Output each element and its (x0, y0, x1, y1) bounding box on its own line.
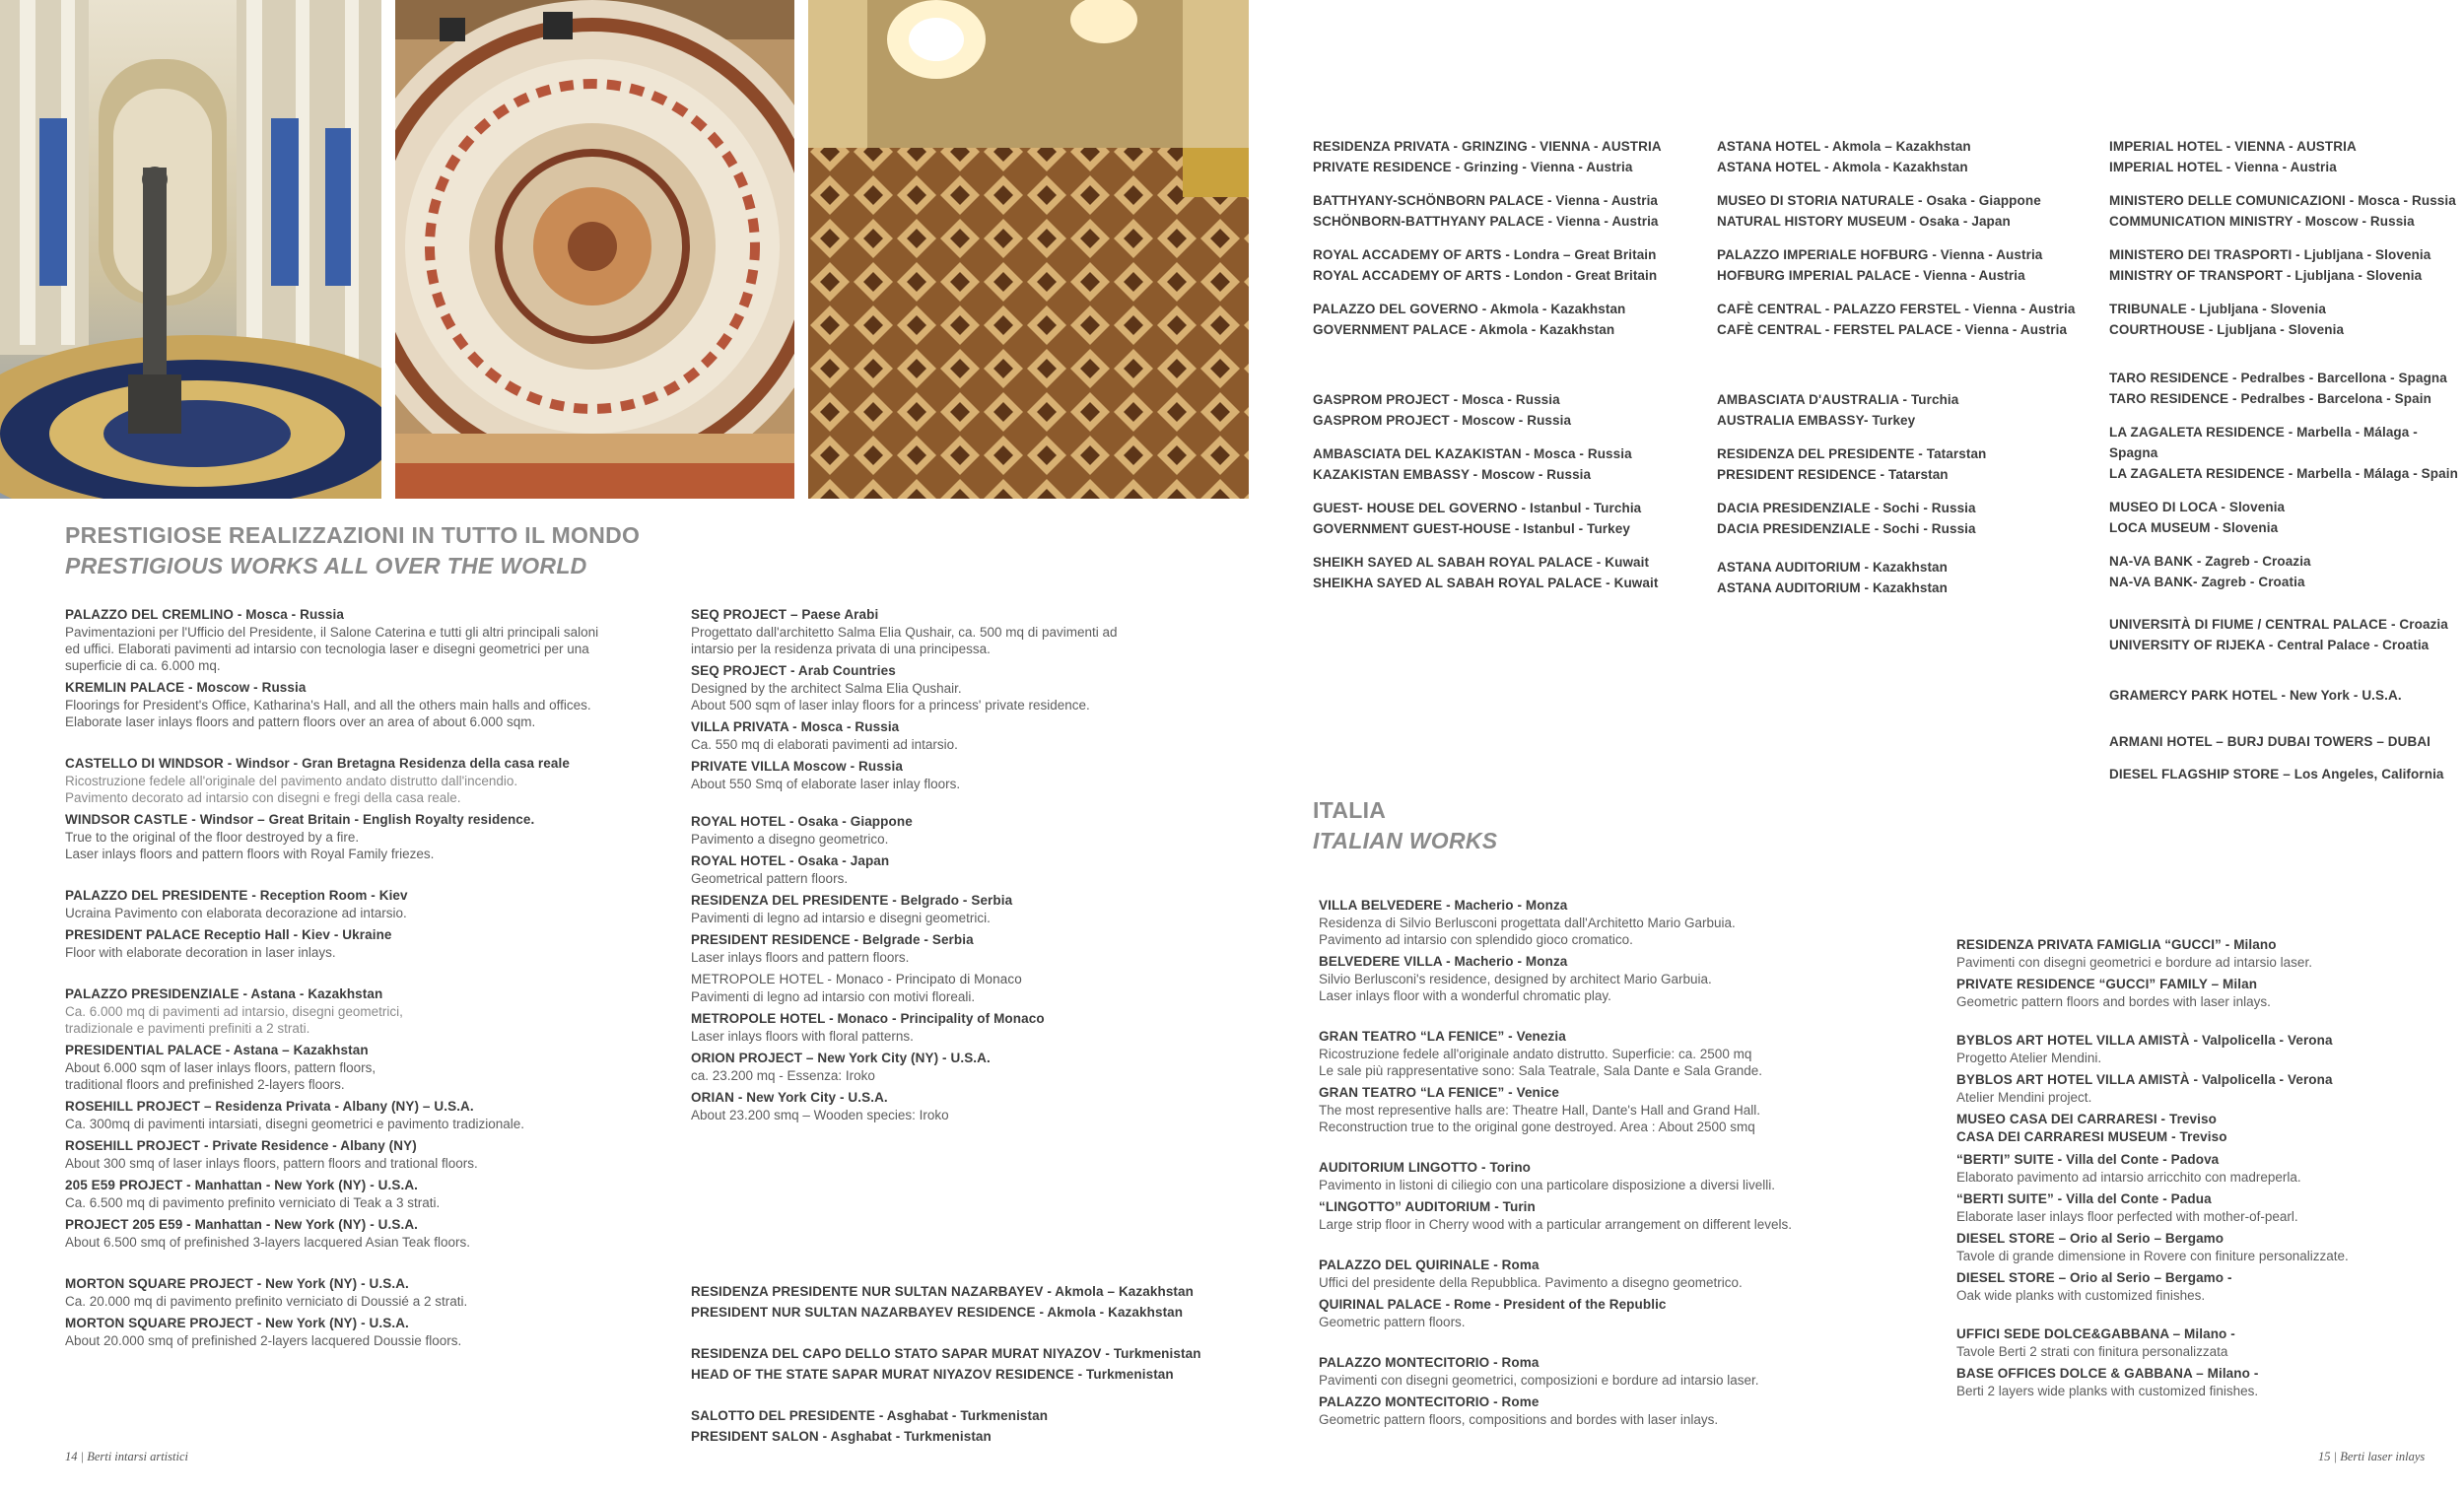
project-pair (1717, 557, 2111, 598)
project-entry (691, 892, 1282, 926)
project-entry (1956, 1269, 2449, 1304)
project-entry (65, 606, 656, 674)
project-description: Residenza di Silvio Berlusconi progettata dall'Architetto Mario Garbuia. (1319, 916, 1736, 930)
project-description: Ca. 550 mq di elaborati pavimenti ad intarsio. (691, 737, 958, 752)
project-title: GRAN TEATRO “LA FENICE” - Venice (1319, 1085, 1559, 1100)
project-line: ASTANA AUDITORIUM - Kazakhstan (1717, 580, 1949, 595)
project-line: MUSEO DI LOCA - Slovenia (2109, 500, 2286, 514)
project-pair (1313, 299, 1707, 340)
world-column-2-pairs (691, 1281, 1282, 1447)
project-description: ed uffici. Elaborati pavimenti ad intarsio con tecnologia laser e disegni geometrici per una (65, 642, 589, 656)
project-description: Reconstruction true to the original gone destroyed. Area : About 2500 smq (1319, 1120, 1755, 1134)
project-entry (1956, 1325, 2449, 1360)
project-line: SHEIKHA SAYED AL SABAH ROYAL PALACE - Kuwait (1313, 576, 1659, 590)
footer-brand-left: Berti intarsi artistici (87, 1450, 188, 1463)
project-title: “LINGOTTO” AUDITORIUM - Turin (1319, 1199, 1536, 1214)
project-entry (1319, 1159, 1851, 1193)
project-description: Laser inlays floors with floral patterns. (691, 1029, 914, 1044)
project-pair (2109, 551, 2464, 592)
project-entry (1319, 1028, 1851, 1079)
italy-column-b (1956, 936, 2449, 1399)
project-line: LOCA MUSEUM - Slovenia (2109, 520, 2279, 535)
right-list-column-a (1313, 136, 1707, 593)
project-title: MORTON SQUARE PROJECT - New York (NY) - U.S.A. (65, 1316, 409, 1330)
right-list-column-b (1717, 136, 2111, 598)
project-description: Progettato dall'architetto Salma Elia Qushair, ca. 500 mq di pavimenti ad (691, 625, 1118, 640)
project-entry (1319, 1198, 1851, 1233)
project-pair (1717, 498, 2111, 539)
project-pair (1313, 389, 1707, 431)
project-description: Ucraina Pavimento con elaborata decorazione ad intarsio. (65, 906, 407, 920)
project-entry (691, 606, 1282, 657)
page-number-left: 14 (65, 1450, 78, 1463)
project-description: Floorings for President's Office, Katharina's Hall, and all the others main halls and offices. (65, 698, 591, 713)
project-entry (65, 887, 656, 921)
project-title: ROSEHILL PROJECT – Residenza Privata - Albany (NY) – U.S.A. (65, 1099, 474, 1114)
project-description: superficie di ca. 6.000 mq. (65, 658, 221, 673)
project-line: PALAZZO IMPERIALE HOFBURG - Vienna - Austria (1717, 247, 2043, 262)
project-pair (1313, 443, 1707, 485)
project-description: About 23.200 smq – Wooden species: Iroko (691, 1108, 949, 1122)
project-description: Berti 2 layers wide planks with customized finishes. (1956, 1384, 2259, 1398)
project-description: About 500 sqm of laser inlay floors for a princess' private residence. (691, 698, 1090, 713)
rotunda-hall-photo (0, 0, 381, 499)
project-entry (691, 758, 1282, 792)
project-title: PRIVATE VILLA Moscow - Russia (691, 759, 903, 774)
project-pair (1717, 389, 2111, 431)
project-description: True to the original of the floor destroyed by a fire. (65, 830, 360, 845)
project-description: Laser inlays floors and pattern floors with Royal Family friezes. (65, 847, 435, 861)
project-description: Ricostruzione fedele all'originale del pavimento andato distrutto dall'incendio. (65, 774, 518, 788)
project-description: Geometrical pattern floors. (691, 871, 849, 886)
project-pair (2109, 190, 2464, 232)
project-line: ASTANA HOTEL - Akmola - Kazakhstan (1717, 160, 1968, 174)
project-entry (1956, 1190, 2449, 1225)
project-line: DIESEL FLAGSHIP STORE – Los Angeles, California (2109, 767, 2444, 781)
project-line: PRIVATE RESIDENCE - Grinzing - Vienna - Austria (1313, 160, 1633, 174)
project-title: METROPOLE HOTEL - Monaco - Principato di Monaco (691, 972, 1022, 986)
project-description: Pavimentazioni per l'Ufficio del Presidente, il Salone Caterina e tutti gli altri principali saloni (65, 625, 599, 640)
project-title: DIESEL STORE – Orio al Serio – Bergamo - (1956, 1270, 2232, 1285)
project-line: IMPERIAL HOTEL - VIENNA - AUSTRIA (2109, 139, 2357, 154)
project-pair (1717, 244, 2111, 286)
project-title: PRESIDENT PALACE Receptio Hall - Kiev - Ukraine (65, 927, 392, 942)
project-title: PROJECT 205 E59 - Manhattan - New York (NY) - U.S.A. (65, 1217, 419, 1232)
project-pair (2109, 731, 2464, 752)
project-description: intarsio per la residenza privata di una principessa. (691, 642, 991, 656)
project-pair (2109, 497, 2464, 538)
right-list-column-c (2109, 136, 2464, 784)
project-title: BYBLOS ART HOTEL VILLA AMISTÀ - Valpolicella - Verona (1956, 1033, 2333, 1048)
project-line: GASPROM PROJECT - Moscow - Russia (1313, 413, 1572, 428)
project-description: ca. 23.200 mq - Essenza: Iroko (691, 1068, 875, 1083)
project-entry (1319, 1084, 1851, 1135)
project-pair (2109, 614, 2464, 655)
world-column-1 (65, 606, 656, 1349)
project-description: About 550 Smq of elaborate laser inlay floors. (691, 777, 961, 791)
project-description: Progetto Atelier Mendini. (1956, 1051, 2102, 1065)
project-entry (65, 985, 656, 1037)
project-line: SCHÖNBORN-BATTHYANY PALACE - Vienna - Austria (1313, 214, 1659, 229)
italy-title: ITALIA (1313, 797, 1387, 823)
project-title: METROPOLE HOTEL - Monaco - Principality of Monaco (691, 1011, 1045, 1026)
project-description: Oak wide planks with customized finishes. (1956, 1288, 2206, 1303)
project-line: IMPERIAL HOTEL - Vienna - Austria (2109, 160, 2337, 174)
project-line: TARO RESIDENCE - Pedralbes - Barcelona - Spain (2109, 391, 2431, 406)
project-line: GASPROM PROJECT - Mosca - Russia (1313, 392, 1560, 407)
project-entry (691, 813, 1282, 848)
project-title: QUIRINAL PALACE - Rome - President of the Republic (1319, 1297, 1667, 1312)
project-line: MINISTRY OF TRANSPORT - Ljubljana - Slovenia (2109, 268, 2423, 283)
project-title: PRESIDENTIAL PALACE - Astana – Kazakhstan (65, 1043, 369, 1057)
project-entry (65, 926, 656, 961)
project-title: “BERTI SUITE” - Villa del Conte - Padua (1956, 1191, 2212, 1206)
project-line: COMMUNICATION MINISTRY - Moscow - Russia (2109, 214, 2415, 229)
project-pair (691, 1405, 1282, 1447)
project-line: NA-VA BANK - Zagreb - Croazia (2109, 554, 2311, 569)
project-title: PRIVATE RESIDENCE “GUCCI” FAMILY – Milan (1956, 977, 2258, 991)
project-entry (691, 931, 1282, 966)
project-title: UFFICI SEDE DOLCE&GABBANA – Milano - (1956, 1326, 2235, 1341)
project-description: Elaborato pavimento ad intarsio arricchito con madreperla. (1956, 1170, 2301, 1185)
project-description: Atelier Mendini project. (1956, 1090, 2092, 1105)
project-description: Laser inlays floor with a wonderful chromatic play. (1319, 988, 1611, 1003)
project-line: GOVERNMENT GUEST-HOUSE - Istanbul - Turkey (1313, 521, 1630, 536)
project-line: NATURAL HISTORY MUSEUM - Osaka - Japan (1717, 214, 2011, 229)
project-entry (1956, 1365, 2449, 1399)
project-title: BASE OFFICES DOLCE & GABBANA – Milano - (1956, 1366, 2259, 1381)
project-description: Pavimenti con disegni geometrici e bordure ad intarsio laser. (1956, 955, 2312, 970)
footer-separator-right: | (2333, 1450, 2341, 1463)
project-pair (2109, 244, 2464, 286)
project-line: HOFBURG IMPERIAL PALACE - Vienna - Austria (1717, 268, 2025, 283)
project-entry (65, 1137, 656, 1172)
project-entry (1319, 1296, 1851, 1330)
project-line: ROYAL ACCADEMY OF ARTS - Londra – Great Britain (1313, 247, 1657, 262)
project-line: KAZAKISTAN EMBASSY - Moscow - Russia (1313, 467, 1592, 482)
project-entry (1319, 1393, 1851, 1428)
project-line: AMBASCIATA DEL KAZAKISTAN - Mosca - Russia (1313, 446, 1632, 461)
project-title: MUSEO CASA DEI CARRARESI - Treviso (1956, 1112, 2217, 1126)
world-column-2 (691, 606, 1282, 1123)
project-line: ASTANA AUDITORIUM - Kazakhstan (1717, 560, 1949, 575)
project-line: UNIVERSITY OF RIJEKA - Central Palace - Croatia (2109, 638, 2430, 652)
project-line: DACIA PRESIDENZIALE - Sochi - Russia (1717, 501, 1976, 515)
project-description: Ca. 6.000 mq di pavimenti ad intarsio, disegni geometrici, (65, 1004, 403, 1019)
project-title: VILLA BELVEDERE - Macherio - Monza (1319, 898, 1568, 913)
project-entry (1319, 953, 1851, 1004)
project-pair (2109, 299, 2464, 340)
project-entry (65, 1275, 656, 1310)
project-description: Tavole di grande dimensione in Rovere con finiture personalizzate. (1956, 1249, 2349, 1263)
project-entry (1956, 1151, 2449, 1186)
project-line: RESIDENZA DEL PRESIDENTE - Tatarstan (1717, 446, 1987, 461)
project-entry (1956, 1071, 2449, 1106)
project-line: AUSTRALIA EMBASSY- Turkey (1717, 413, 1916, 428)
project-title: CASTELLO DI WINDSOR - Windsor - Gran Bretagna Residenza della casa reale (65, 756, 570, 771)
project-title: WINDSOR CASTLE - Windsor – Great Britain - English Royalty residence. (65, 812, 535, 827)
project-title: PALAZZO DEL QUIRINALE - Roma (1319, 1257, 1540, 1272)
project-entry (65, 755, 656, 806)
project-line: MUSEO DI STORIA NATURALE - Osaka - Giappone (1717, 193, 2041, 208)
project-line: CAFÈ CENTRAL - PALAZZO FERSTEL - Vienna - Austria (1717, 302, 2076, 316)
project-description: Pavimento a disegno geometrico. (691, 832, 889, 847)
project-title: ROSEHILL PROJECT - Private Residence - Albany (NY) (65, 1138, 417, 1153)
project-line: TARO RESIDENCE - Pedralbes - Barcellona - Spagna (2109, 371, 2447, 385)
project-title: “BERTI” SUITE - Villa del Conte - Padova (1956, 1152, 2220, 1167)
world-section-heading (65, 520, 640, 581)
project-title: PRESIDENT RESIDENCE - Belgrade - Serbia (691, 932, 974, 947)
project-line: CAFÈ CENTRAL - FERSTEL PALACE - Vienna - Austria (1717, 322, 2068, 337)
italy-section-heading (1313, 795, 1497, 856)
project-line: ROYAL ACCADEMY OF ARTS - London - Great Britain (1313, 268, 1658, 283)
project-entry (65, 1216, 656, 1251)
project-pair (1313, 498, 1707, 539)
project-title: ORIAN - New York City - U.S.A. (691, 1090, 888, 1105)
project-description: Geometric pattern floors, compositions and bordes with laser inlays. (1319, 1412, 1719, 1427)
project-entry (691, 1010, 1282, 1045)
project-line: LA ZAGALETA RESIDENCE - Marbella - Málaga - Spagna (2109, 425, 2418, 460)
project-line: PALAZZO DEL GOVERNO - Akmola - Kazakhstan (1313, 302, 1626, 316)
project-line: TRIBUNALE - Ljubljana - Slovenia (2109, 302, 2326, 316)
project-title: ROYAL HOTEL - Osaka - Giappone (691, 814, 913, 829)
project-description: Geometric pattern floors and bordes with laser inlays. (1956, 994, 2271, 1009)
project-description: About 6.500 smq of prefinished 3-layers lacquered Asian Teak floors. (65, 1235, 470, 1250)
project-line: MINISTERO DEI TRASPORTI - Ljubljana - Slovenia (2109, 247, 2431, 262)
project-description: Laser inlays floors and pattern floors. (691, 950, 910, 965)
project-line: MINISTERO DELLE COMUNICAZIONI - Mosca - Russia (2109, 193, 2456, 208)
project-pair (1313, 190, 1707, 232)
project-description: Uffici del presidente della Repubblica. Pavimento a disegno geometrico. (1319, 1275, 1743, 1290)
project-description: About 20.000 smq of prefinished 2-layers lacquered Doussie floors. (65, 1333, 462, 1348)
project-description: Silvio Berlusconi's residence, designed by architect Mario Garbuia. (1319, 972, 1712, 986)
project-entry (1956, 976, 2449, 1010)
project-pair (2109, 422, 2464, 484)
project-pair (2109, 764, 2464, 784)
project-entry (691, 662, 1282, 713)
project-entry (691, 971, 1282, 1005)
project-title: BELVEDERE VILLA - Macherio - Monza (1319, 954, 1568, 969)
project-title: PALAZZO PRESIDENZIALE - Astana - Kazakhstan (65, 986, 383, 1001)
project-entry (691, 718, 1282, 753)
project-pair (2109, 368, 2464, 409)
project-entry (1319, 1256, 1851, 1291)
project-description: Elaborate laser inlays floor perfected with mother-of-pearl. (1956, 1209, 2298, 1224)
project-line: RESIDENZA PRIVATA - GRINZING - VIENNA - AUSTRIA (1313, 139, 1662, 154)
project-entry (1956, 1032, 2449, 1066)
project-description: Tavole Berti 2 strati con finitura personalizzata (1956, 1344, 2228, 1359)
world-title: PRESTIGIOSE REALIZZAZIONI IN TUTTO IL MONDO (65, 522, 641, 548)
footer-separator-left: | (80, 1450, 88, 1463)
project-description: Ricostruzione fedele all'originale andato distrutto. Superficie: ca. 2500 mq (1319, 1047, 1752, 1061)
italy-subtitle: ITALIAN WORKS (1313, 828, 1498, 853)
project-line: RESIDENZA DEL CAPO DELLO STATO SAPAR MURAT NIYAZOV - Turkmenistan (691, 1346, 1201, 1361)
project-entry (1319, 1354, 1851, 1389)
project-title: 205 E59 PROJECT - Manhattan - New York (NY) - U.S.A. (65, 1178, 419, 1192)
project-description: Ca. 300mq di pavimenti intarsiati, disegni geometrici e pavimento tradizionale. (65, 1117, 524, 1131)
project-description: Floor with elaborate decoration in laser inlays. (65, 945, 336, 960)
project-title: DIESEL STORE – Orio al Serio – Bergamo (1956, 1231, 2224, 1246)
project-description: Designed by the architect Salma Elia Qushair. (691, 681, 962, 696)
project-title: SEQ PROJECT - Arab Countries (691, 663, 896, 678)
project-pair (1717, 190, 2111, 232)
medallion-floor-photo (395, 0, 794, 499)
project-description: Pavimenti con disegni geometrici, composizioni e bordure ad intarsio laser. (1319, 1373, 1759, 1388)
project-title: GRAN TEATRO “LA FENICE” - Venezia (1319, 1029, 1566, 1044)
project-line: GUEST- HOUSE DEL GOVERNO - Istanbul - Turchia (1313, 501, 1642, 515)
project-pair (691, 1343, 1282, 1385)
project-line: GRAMERCY PARK HOTEL - New York - U.S.A. (2109, 688, 2402, 703)
project-line: NA-VA BANK- Zagreb - Croatia (2109, 575, 2305, 589)
project-entry (1956, 1111, 2449, 1146)
project-description: About 6.000 sqm of laser inlays floors, pattern floors, (65, 1060, 376, 1075)
project-title: SEQ PROJECT – Paese Arabi (691, 607, 879, 622)
project-entry (691, 852, 1282, 887)
italy-column-a (1319, 897, 1851, 1428)
project-line: DACIA PRESIDENZIALE - Sochi - Russia (1717, 521, 1976, 536)
project-description: Ca. 20.000 mq di pavimento prefinito verniciato di Doussié a 2 strati. (65, 1294, 468, 1309)
project-line: RESIDENZA PRESIDENTE NUR SULTAN NAZARBAYEV - Akmola – Kazakhstan (691, 1284, 1194, 1299)
project-entry (65, 811, 656, 862)
project-line: BATTHYANY-SCHÖNBORN PALACE - Vienna - Austria (1313, 193, 1659, 208)
project-description: About 300 smq of laser inlays floors, pattern floors and trational floors. (65, 1156, 478, 1171)
project-title: AUDITORIUM LINGOTTO - Torino (1319, 1160, 1532, 1175)
project-line: ARMANI HOTEL – BURJ DUBAI TOWERS – DUBAI (2109, 734, 2431, 749)
project-entry (1319, 897, 1851, 948)
project-pair (1313, 136, 1707, 177)
project-entry (1956, 936, 2449, 971)
project-line: GOVERNMENT PALACE - Akmola - Kazakhstan (1313, 322, 1615, 337)
project-pair (1313, 552, 1707, 593)
project-line: SHEIKH SAYED AL SABAH ROYAL PALACE - Kuwait (1313, 555, 1650, 570)
project-line: AMBASCIATA D'AUSTRALIA - Turchia (1717, 392, 1959, 407)
project-line: LA ZAGALETA RESIDENCE - Marbella - Málaga - Spain (2109, 466, 2458, 481)
project-title: MORTON SQUARE PROJECT - New York (NY) - U.S.A. (65, 1276, 409, 1291)
project-title: VILLA PRIVATA - Mosca - Russia (691, 719, 900, 734)
project-pair (1313, 244, 1707, 286)
project-pair (1717, 299, 2111, 340)
world-subtitle: PRESTIGIOUS WORKS ALL OVER THE WORLD (65, 553, 587, 578)
project-description: traditional floors and prefinished 2-layers floors. (65, 1077, 345, 1092)
project-description: Pavimento decorato ad intarsio con disegni e fregi della casa reale. (65, 790, 461, 805)
project-title: ROYAL HOTEL - Osaka - Japan (691, 853, 890, 868)
project-pair (691, 1281, 1282, 1323)
footer-right (2318, 1450, 2425, 1464)
project-line: SALOTTO DEL PRESIDENTE - Asghabat - Turkmenistan (691, 1408, 1049, 1423)
project-entry (691, 1050, 1282, 1084)
project-description: Large strip floor in Cherry wood with a particular arrangement on different levels. (1319, 1217, 1792, 1232)
project-description: Pavimenti di legno ad intarsio con motivi floreali. (691, 989, 976, 1004)
project-entry (65, 1177, 656, 1211)
project-title: PALAZZO DEL PRESIDENTE - Reception Room - Kiev (65, 888, 408, 903)
project-pair (1717, 136, 2111, 177)
project-title: BYBLOS ART HOTEL VILLA AMISTÀ - Valpolicella - Verona (1956, 1072, 2333, 1087)
project-description: Geometric pattern floors. (1319, 1315, 1466, 1329)
project-title: RESIDENZA PRIVATA FAMIGLIA “GUCCI” - Milano (1956, 937, 2277, 952)
project-line: PRESIDENT NUR SULTAN NAZARBAYEV RESIDENCE - Akmola - Kazakhstan (691, 1305, 1184, 1320)
page-number-right: 15 (2318, 1450, 2331, 1463)
footer-brand-right: Berti laser inlays (2340, 1450, 2426, 1463)
project-description: Elaborate laser inlays floors and pattern floors over an area of about 6.000 sqm. (65, 714, 536, 729)
project-pair (2109, 685, 2464, 706)
project-line: PRESIDENT RESIDENCE - Tatarstan (1717, 467, 1949, 482)
project-description: Ca. 6.500 mq di pavimento prefinito verniciato di Teak a 3 strati. (65, 1195, 441, 1210)
project-title: RESIDENZA DEL PRESIDENTE - Belgrado - Serbia (691, 893, 1013, 908)
chandelier-hall-photo (808, 0, 1249, 499)
project-entry (65, 679, 656, 730)
project-line: HEAD OF THE STATE SAPAR MURAT NIYAZOV RESIDENCE - Turkmenistan (691, 1367, 1174, 1382)
footer-left (65, 1450, 188, 1464)
project-line: PRESIDENT SALON - Asghabat - Turkmenistan (691, 1429, 992, 1444)
project-description: Le sale più rappresentative sono: Sala Teatrale, Sala Dante e Sala Grande. (1319, 1063, 1763, 1078)
project-title: ORION PROJECT – New York City (NY) - U.S.A. (691, 1051, 991, 1065)
project-description: Pavimento in listoni di ciliegio con una particolare disposizione a diversi livelli. (1319, 1178, 1775, 1192)
project-line: UNIVERSITÀ DI FIUME / CENTRAL PALACE - Croazia (2109, 617, 2448, 632)
project-title: PALAZZO MONTECITORIO - Rome (1319, 1394, 1540, 1409)
project-description: tradizionale e pavimenti prefiniti a 2 strati. (65, 1021, 310, 1036)
project-title: PALAZZO DEL CREMLINO - Mosca - Russia (65, 607, 344, 622)
project-title: PALAZZO MONTECITORIO - Roma (1319, 1355, 1540, 1370)
project-entry (65, 1098, 656, 1132)
project-entry (65, 1315, 656, 1349)
project-description: Pavimenti di legno ad intarsio e disegni geometrici. (691, 911, 991, 925)
project-title: KREMLIN PALACE - Moscow - Russia (65, 680, 307, 695)
project-entry (65, 1042, 656, 1093)
project-description: Pavimento ad intarsio con splendido gioco cromatico. (1319, 932, 1633, 947)
project-entry (691, 1089, 1282, 1123)
project-line: ASTANA HOTEL - Akmola – Kazakhstan (1717, 139, 1971, 154)
project-description: The most representive halls are: Theatre Hall, Dante's Hall and Grand Hall. (1319, 1103, 1761, 1118)
project-entry (1956, 1230, 2449, 1264)
project-line: COURTHOUSE - Ljubljana - Slovenia (2109, 322, 2345, 337)
project-pair (1717, 443, 2111, 485)
project-pair (2109, 136, 2464, 177)
project-title-en: CASA DEI CARRARESI MUSEUM - Treviso (1956, 1129, 2227, 1144)
